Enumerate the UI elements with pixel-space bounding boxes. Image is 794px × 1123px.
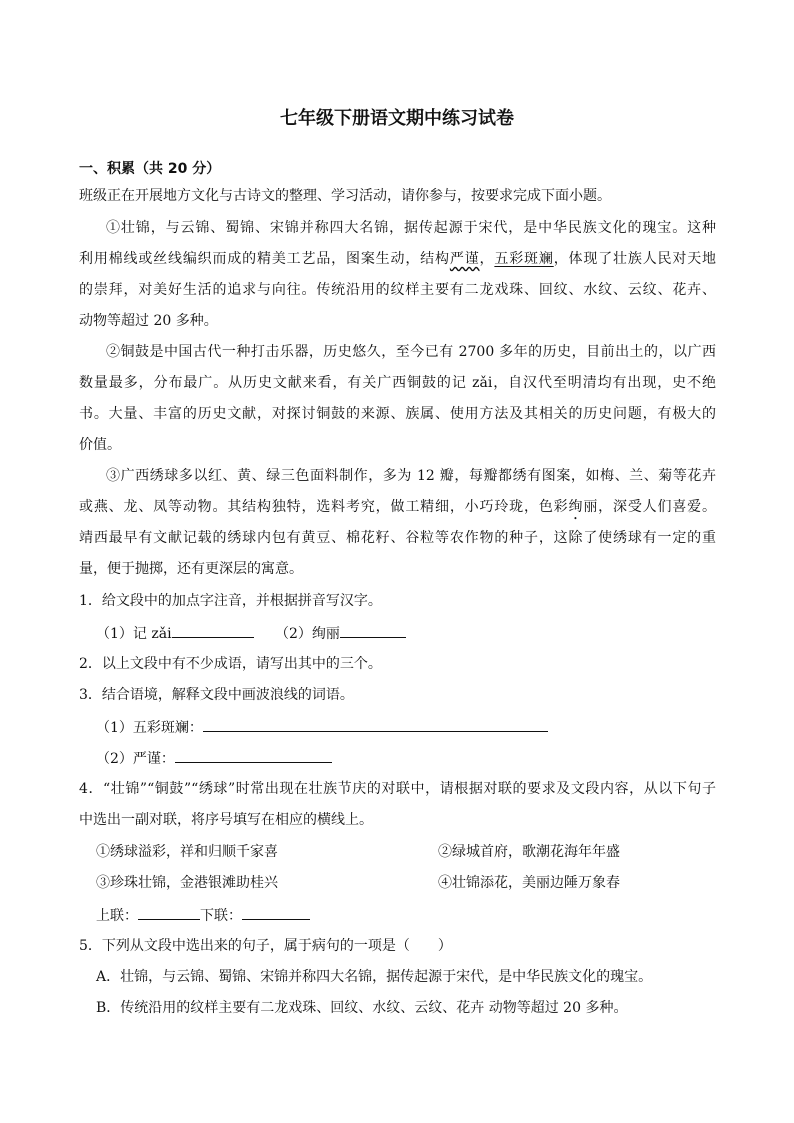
q4-option-3: ③珍珠壮锦，金港银滩助桂兴 <box>96 875 278 891</box>
q4-stem-line2: 中选出一副对联，将序号填写在相应的横线上。 <box>79 812 373 828</box>
passage2-line4: 价值。 <box>79 437 121 453</box>
passage3-line3: 靖西最早有文献记载的绣球内包有黄豆、棉花籽、谷粒等农作物的种子，这除了使绣球有一定的重 <box>79 530 716 546</box>
q2-stem: 2．以上文段中有不少成语，请写出其中的三个。 <box>79 656 382 672</box>
passage2-line3: 书。大量、丰富的历史文献，对探讨铜鼓的来源、族属、使用方法及其相关的历史问题，有极大的 <box>79 406 716 422</box>
q5-stem: 5．下列从文段中选出来的句子，属于病句的一项是（ ） <box>79 938 452 954</box>
q3-item-a <box>96 716 548 738</box>
lower-couplet-blank[interactable] <box>242 904 310 920</box>
passage1-text: ，体现了壮族人民对天地 <box>553 251 717 267</box>
q3-item-b <box>96 747 332 769</box>
answer-blank[interactable] <box>172 622 254 638</box>
page-title: 七年级下册语文期中练习试卷 <box>280 108 514 129</box>
upper-couplet-label: 上联： <box>96 908 138 924</box>
q5-option-b: B．传统沿用的纹样主要有二龙戏珠、回纹、水纹、云纹、花卉 动物等超过 20 多种。 <box>96 1000 628 1016</box>
q5-option-a: A．壮锦，与云锦、蜀锦、宋锦并称四大名锦，据传起源于宋代，是中华民族文化的瑰宝。 <box>96 969 653 985</box>
q4-answer-row <box>96 904 310 926</box>
upper-couplet-blank[interactable] <box>138 904 200 920</box>
passage1-line4: 动物等超过 20 多种。 <box>79 313 218 329</box>
wavy-word-yanjin: 严谨 <box>449 251 480 267</box>
passage3-text: 丽，深受人们喜爱。 <box>583 499 717 515</box>
answer-blank[interactable] <box>340 622 406 638</box>
passage1-line3: 的崇拜，对美好生活的追求与向往。传统沿用的纹样主要有二龙戏珠、回纹、水纹、云纹、花卉、 <box>79 282 716 298</box>
q3-item-b-label: （2）严谨： <box>96 751 175 767</box>
q1-item-a-label: （1）记 zǎi <box>96 626 172 642</box>
passage2-line2: 数量最多，分布最广。从历史文献来看，有关广西铜鼓的记 zǎi，自汉代至明清均有出现，史不绝 <box>79 375 716 391</box>
passage1-text: ， <box>479 251 495 267</box>
passage2-line1: ②铜鼓是中国古代一种打击乐器，历史悠久，至今已有 2700 多年的历史，目前出土的，以广西 <box>106 344 716 360</box>
q1-item-b <box>275 622 406 644</box>
q3-item-a-label: （1）五彩斑斓： <box>96 720 203 736</box>
passage3-text: 或燕、龙、凤等动物。其结构独特，选料考究，做工精细，小巧玲珑，色彩 <box>79 499 569 515</box>
section-heading: 一、积累（共 20 分） <box>79 161 221 177</box>
passage3-line1: ③广西绣球多以红、黄、绿三色面料制作，多为 12 瓣，每瓣都绣有图案，如梅、兰、菊等花卉 <box>106 468 716 484</box>
lower-couplet-label: 下联： <box>200 908 242 924</box>
passage1-text: 利用棉线或丝线编织而成的精美工艺品，图案生动，结构 <box>79 251 450 267</box>
q3-stem: 3．结合语境，解释文段中画波浪线的词语。 <box>79 687 354 703</box>
dotted-char-xuan: 绚 <box>568 499 584 515</box>
q4-option-4: ④壮锦添花，美丽边陲万象春 <box>438 875 620 891</box>
q4-option-1: ①绣球溢彩，祥和归顺千家喜 <box>96 844 278 860</box>
answer-blank[interactable] <box>175 747 332 763</box>
passage3-line4: 量，便于抛掷，还有更深层的寓意。 <box>79 561 303 577</box>
underlined-word-wucaibanlan: 五彩斑斓 <box>494 251 554 267</box>
passage1-line2 <box>79 249 716 269</box>
q1-item-a <box>96 622 254 644</box>
answer-blank[interactable] <box>203 716 548 732</box>
q4-stem-line1: 4．“壮锦”“铜鼓”“绣球”时常出现在壮族节庆的对联中，请根据对联的要求及文段内容，从以下句子 <box>79 781 716 797</box>
section-intro: 班级正在开展地方文化与古诗文的整理、学习活动，请你参与，按要求完成下面小题。 <box>79 188 611 204</box>
passage1-line1: ①壮锦，与云锦、蜀锦、宋锦并称四大名锦，据传起源于宋代，是中华民族文化的瑰宝。这种 <box>106 220 716 236</box>
q1-stem: 1．给文段中的加点字注音，并根据拼音写汉字。 <box>79 593 382 609</box>
passage3-line2 <box>79 497 716 523</box>
q4-option-2: ②绿城首府，歌潮花海年年盛 <box>438 844 620 860</box>
q1-item-b-label: （2）绚丽 <box>275 626 340 642</box>
